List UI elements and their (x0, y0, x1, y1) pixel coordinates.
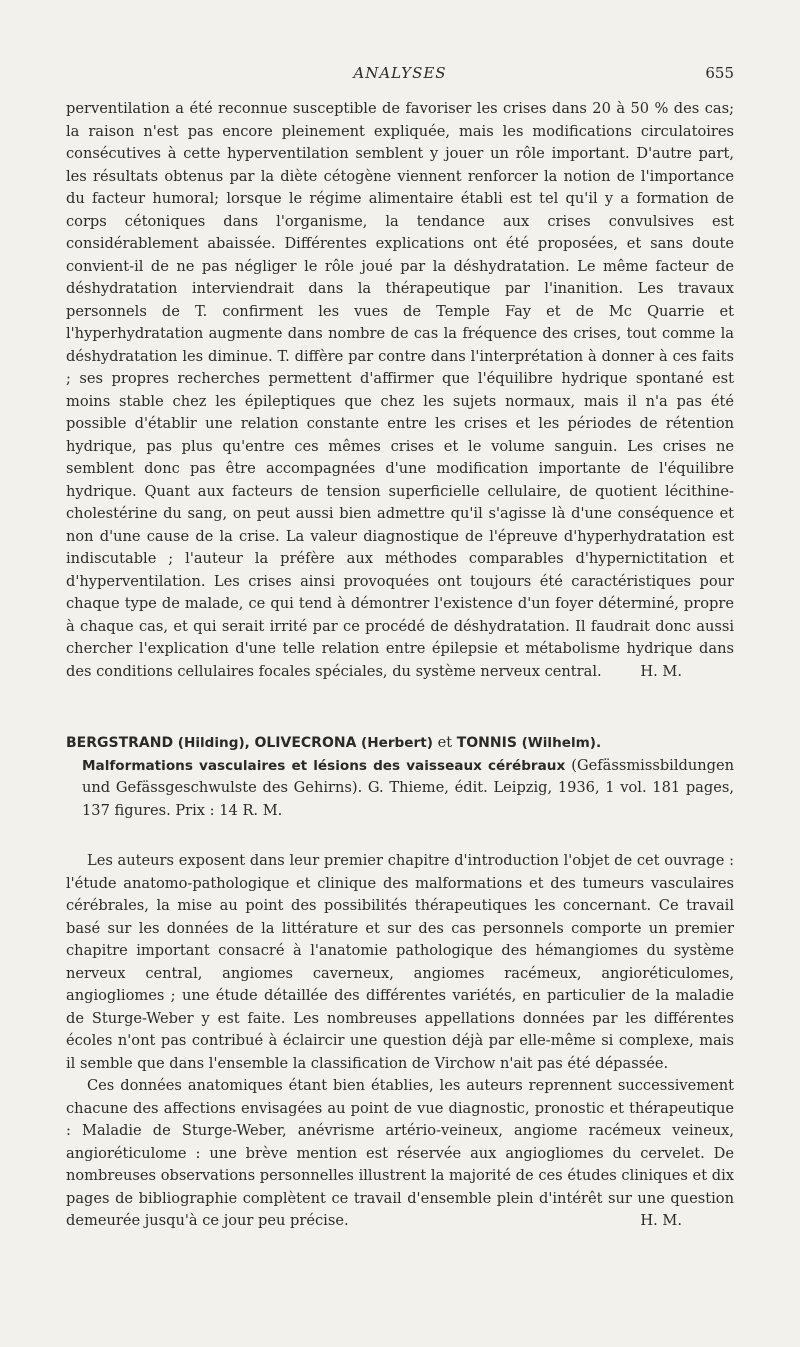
book-details: (Gefässmissbildungen und Gefässgeschwulste des Gehirns). G. Thieme, édit. Leipzig, 1936, 1 vol. 181 pages, 137 figures. Prix : 14 R. M. (82, 756, 735, 819)
review-2-book-info (66, 755, 734, 823)
author-name: OLIVECRONA (254, 735, 357, 751)
running-head (66, 64, 734, 86)
review-2-citation (66, 732, 734, 822)
author-conjunction: et (437, 734, 453, 751)
review-1-signature: H. M. (640, 662, 682, 680)
book-title: Malformations vasculaires et lésions des vaisseaux cérébraux (82, 757, 566, 774)
review-1-paragraph (66, 98, 734, 683)
author-given-name: (Herbert) (361, 735, 433, 751)
running-title: ANALYSES (353, 64, 447, 82)
author-name: BERGSTRAND (66, 735, 174, 751)
review-1-body: perventilation a été reconnue susceptible de favoriser les crises dans 20 à 50 % des cas; la raison n'est pas encore pleinement expliquée, mais les modifications circulatoires consécutives à cette hyperventilation semblent y jouer un rôle important. D'autre part, les résultats obtenus par la diète cétogène viennent renforcer la notion de l'importance du facteur humoral; lorsque le régime alimentaire établi est tel qu'il y a formation de corps cétoniques dans l'organisme, la tendance aux crises convulsives est considérablement abaissée. Différentes explications ont été proposées, et sans doute convient-il de ne pas négliger le rôle joué par la déshydratation. Le même facteur de déshydratation interviendrait dans la thérapeutique par l'inanition. Les travaux personnels de T. confirment les vues de Temple Fay et de Mc Quarrie et l'hyperhydratation augmente dans nombre de cas la fréquence des crises, tout comme la déshydratation les diminue. T. diffère par contre dans l'interprétation à donner à ces faits ; ses propres recherches permettent d'affirmer que l'équilibre hydrique spontané est moins stable chez les épileptiques que chez les sujets normaux, mais il n'a pas été possible d'établir une relation constante entre les crises et les périodes de rétention hydrique, pas plus qu'entre ces mêmes crises et le volume sanguin. Les crises ne semblent donc pas être accompagnées d'une modification importante de l'équilibre hydrique. Quant aux facteurs de tension superficielle cellulaire, de quotient lécithine-cholestérine du sang, on peut aussi bien admettre qu'il s'agisse là d'une conséquence et non d'une cause de la crise. La valeur diagnostique de l'épreuve d'hyperhydratation est indiscutable ; l'auteur la préfère aux méthodes comparables d'hypernictitation et d'hyperventilation. Les crises ainsi provoquées ont toujours été caractéristiques pour chaque type de malade, ce qui tend à démontrer l'existence d'un foyer déterminé, propre à chaque cas, et qui serait irrité par ce procédé de déshydratation. Il faudrait donc aussi chercher l'explication d'une telle relation entre épilepsie et métabolisme hydrique dans des conditions cellulaires focales spéciales, du système nerveux central. (66, 100, 734, 680)
author-given-name: (Hilding), (177, 735, 250, 751)
review-2-paragraph-1: Les auteurs exposent dans leur premier chapitre d'introduction l'objet de cet ouvrage : l'étude anatomo-pathologique et clinique des malformations et des tumeurs vasculaires cérébrales, la mise au point des possibilités thérapeutiques les concernant. Ce travail basé sur les données de la littérature et sur des cas personnels comporte un premier chapitre important consacré à l'anatomie pathologique des hémangiomes du système nerveux central, angiomes caverneux, angiomes racémeux, angioréticulomes, angiogliomes ; une étude détaillée des différentes variétés, en particulier de la maladie de Sturge-Weber y est faite. Les nombreuses appellations données par les différentes écoles n'ont pas contribué à éclaircir une question déjà par elle-même si complexe, mais il semble que dans l'ensemble la classification de Virchow n'ait pas été dépassée. (66, 852, 734, 1072)
review-2-authors (66, 732, 734, 755)
page-number: 655 (705, 64, 734, 82)
review-2-signature: H. M. (640, 1212, 682, 1229)
review-2-body: Ces données anatomiques étant bien établies, les auteurs reprennent successivement chacune des affections envisagées au point de vue diagnostic, pronostic et thérapeutique : Maladie de Sturge-Weber, anévrisme artério-veineux, angiome racémeux veineux, angioréticulome : une brève mention est réservée aux angiogliomes du cervelet. De nombreuses observations personnelles illustrent la majorité de ces études cliniques et dix pages de bibliographie complètent ce travail d'ensemble plein d'intérêt sur une question demeurée jusqu'à ce jour peu précise. (66, 1077, 734, 1229)
review-2-paragraph-2 (66, 1075, 734, 1233)
author-given-name: (Wilhelm). (521, 735, 602, 751)
author-name: TONNIS (456, 735, 517, 751)
